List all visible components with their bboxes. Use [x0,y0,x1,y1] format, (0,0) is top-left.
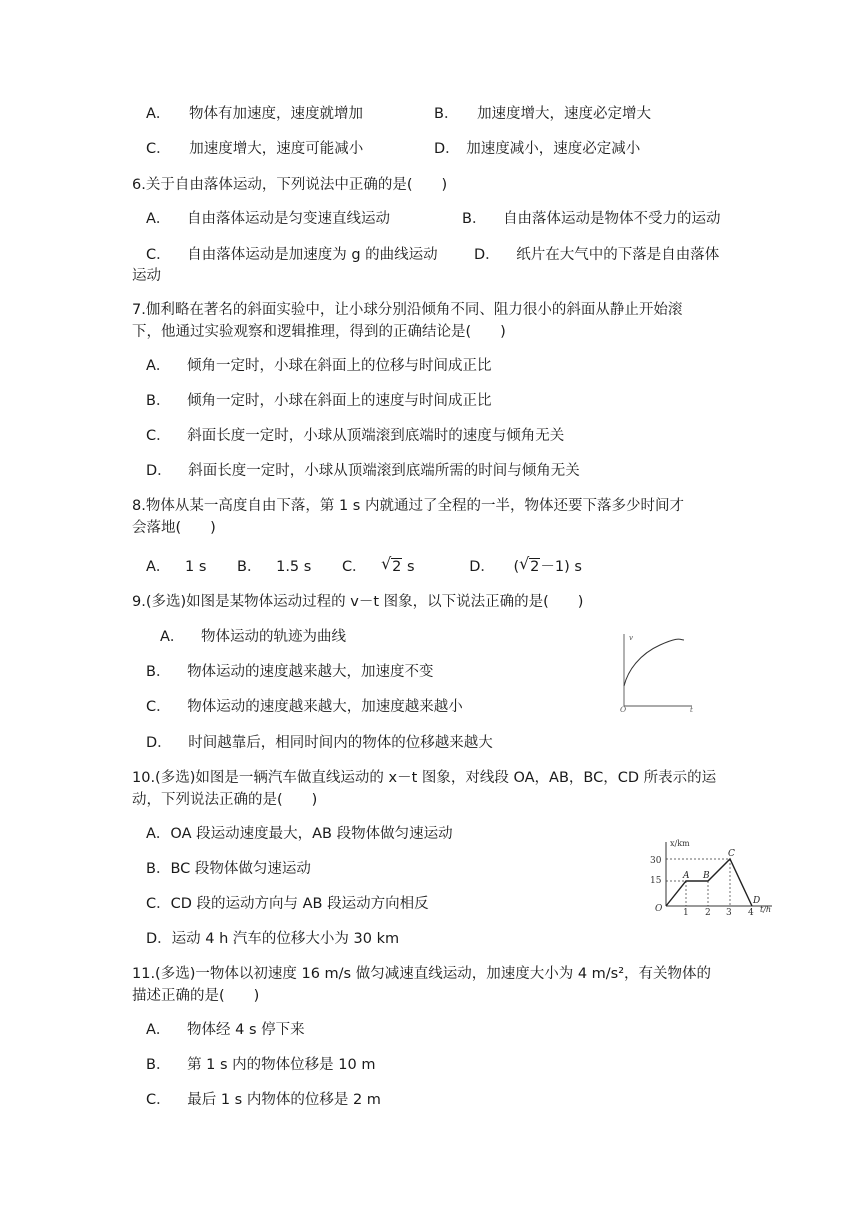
option-text: 物体有加速度，速度就增加 [189,106,364,122]
q10-option-c: C．CD 段的运动方向与 AB 段运动方向相反 [146,896,429,912]
option-text: 物体经 4 s 停下来 [187,1022,305,1038]
option-label: B． [434,106,459,122]
option-label: B． [237,559,262,575]
graph-y-label: x/km [670,839,690,848]
q5-option-d [434,139,640,159]
q6-option-b [462,209,721,229]
q8-option-c [341,554,419,575]
q7-option-b [146,391,492,411]
q6-stem: 6.关于自由落体运动，下列说法中正确的是( ) [132,177,448,193]
option-text: 斜面长度一定时，小球从顶端滚到底端时的速度与倾角无关 [187,428,565,444]
y-tick-30: 30 [650,856,662,866]
option-label: A． [146,106,171,122]
q7-option-d [146,461,580,481]
q7-stem-line-1: 7.伽利略在著名的斜面实验中，让小球分别沿倾角不同、阻力很小的斜面从静止开始滚 [132,302,683,318]
option-label: C． [146,699,171,715]
q8-option-b [237,559,316,575]
option-text: 1 s [185,559,207,575]
y-tick-15: 15 [650,876,662,886]
paren-open: ( [513,559,520,575]
q6-option-a [146,209,390,229]
option-label: C． [146,428,171,444]
option-label: D． [474,247,500,263]
x-tick-2: 2 [705,908,711,918]
option-text: 自由落体运动是匀变速直线运动 [187,211,391,227]
option-text: 加速度减小，速度必定减小 [466,141,641,157]
option-label: A． [146,1022,171,1038]
vt-curve [624,639,684,686]
q10-option-d: D．运动 4 h 汽车的位移大小为 30 km [146,931,400,947]
option-label: B． [146,393,171,409]
option-rest: －1) s [540,559,582,575]
option-label: D． [469,559,495,575]
x-tick-1: 1 [683,908,689,918]
xt-polyline [666,859,752,906]
option-label: B． [462,211,487,227]
option-label: B． [146,1057,171,1073]
option-text: 加速度增大，速度可能减小 [189,141,364,157]
q9-option-b [146,662,434,682]
q8-options [146,554,582,577]
option-text: 倾角一定时，小球在斜面上的位移与时间成正比 [187,358,492,374]
option-text: 1.5 s [276,559,312,575]
q9-vt-graph [612,630,698,714]
option-label: C． [146,247,171,263]
point-d-label: D [753,896,761,906]
sqrt-expression: √ 2 [381,554,402,575]
q8-stem-line-1: 8.物体从某一高度自由下落，第 1 s 内就通过了全程的一半，物体还要下落多少时间才 [132,498,684,514]
q5-option-b [434,104,651,124]
option-text: 物体运动的轨迹为曲线 [201,629,347,645]
q11-option-b [146,1055,375,1075]
option-label: C． [146,1092,171,1108]
option-label: B． [146,664,171,680]
q7-option-a [146,356,492,376]
q7-option-c [146,426,564,446]
point-c-label: C [728,849,735,859]
option-label: A． [160,629,185,645]
q10-option-a: A．OA 段运动速度最大，AB 段物体做匀速运动 [146,826,453,842]
q8-stem-line-2: 会落地( ) [132,520,216,536]
q6-option-d [474,245,719,265]
graph-x-label: t/h [760,905,772,914]
point-b-label: B [703,871,710,881]
option-text: 最后 1 s 内物体的位移是 2 m [187,1092,381,1108]
option-text: 斜面长度一定时，小球从顶端滚到底端所需的时间与倾角无关 [188,463,580,479]
q6-option-c [146,245,438,265]
q9-option-a [160,627,346,647]
q10-option-b: B．BC 段物体做匀速运动 [146,861,311,877]
q8-option-d [469,554,582,575]
q6-option-d-continued: 运动 [132,268,161,284]
option-label: A． [146,559,171,575]
graph-y-label: v [629,634,633,642]
graph-x-label: t [690,706,693,714]
q9-option-d [146,733,493,753]
point-a-label: A [683,871,690,881]
q7-stem-line-2: 下，他通过实验观察和逻辑推理，得到的正确结论是( ) [132,324,506,340]
x-tick-4: 4 [748,908,754,918]
q9-option-c [146,697,463,717]
q10-stem-line-2: 动，下列说法正确的是( ) [132,792,318,808]
q10-stem-line-1: 10.(多选)如图是一辆汽车做直线运动的 x－t 图象，对线段 OA，AB，BC，CD 所表示的运 [132,770,717,786]
q11-option-c [146,1090,381,1110]
q8-option-a [146,559,211,575]
option-label: D． [146,735,172,751]
option-label: D． [146,463,172,479]
option-label: C． [341,559,367,575]
sqrt-radicand: 2 [392,559,402,575]
q11-option-a [146,1020,305,1040]
option-text: 第 1 s 内的物体位移是 10 m [187,1057,376,1073]
option-label: A． [146,358,171,374]
x-tick-3: 3 [726,908,732,918]
option-text: 自由落体运动是加速度为 g 的曲线运动 [187,247,438,263]
option-unit: s [407,559,415,575]
graph-origin-label: O [620,705,627,714]
option-text: 物体运动的速度越来越大，加速度越来越小 [187,699,463,715]
q11-stem-line-2: 描述正确的是( ) [132,988,260,1004]
option-text: 倾角一定时，小球在斜面上的速度与时间成正比 [187,393,492,409]
sqrt-expression: √ 2 [519,554,540,575]
option-text: 纸片在大气中的下落是自由落体 [516,247,720,263]
q5-option-a [146,104,363,124]
sqrt-radicand: 2 [530,559,540,575]
q11-stem-line-1: 11.(多选)一物体以初速度 16 m/s 做匀减速直线运动，加速度大小为 4 m/s²，有关物体的 [132,966,712,982]
q5-option-c [146,139,363,159]
option-text: 自由落体运动是物体不受力的运动 [503,211,721,227]
option-label: C． [146,141,171,157]
option-label: D． [434,141,460,157]
option-text: 时间越靠后，相同时间内的物体的位移越来越大 [188,735,493,751]
option-label: A． [146,211,171,227]
q9-stem: 9.(多选)如图是某物体运动过程的 v－t 图象，以下说法正确的是( ) [132,594,584,610]
q10-xt-graph [648,836,784,918]
option-text: 物体运动的速度越来越大，加速度不变 [187,664,434,680]
graph-origin-label: O [655,904,663,914]
option-text: 加速度增大，速度必定增大 [477,106,652,122]
